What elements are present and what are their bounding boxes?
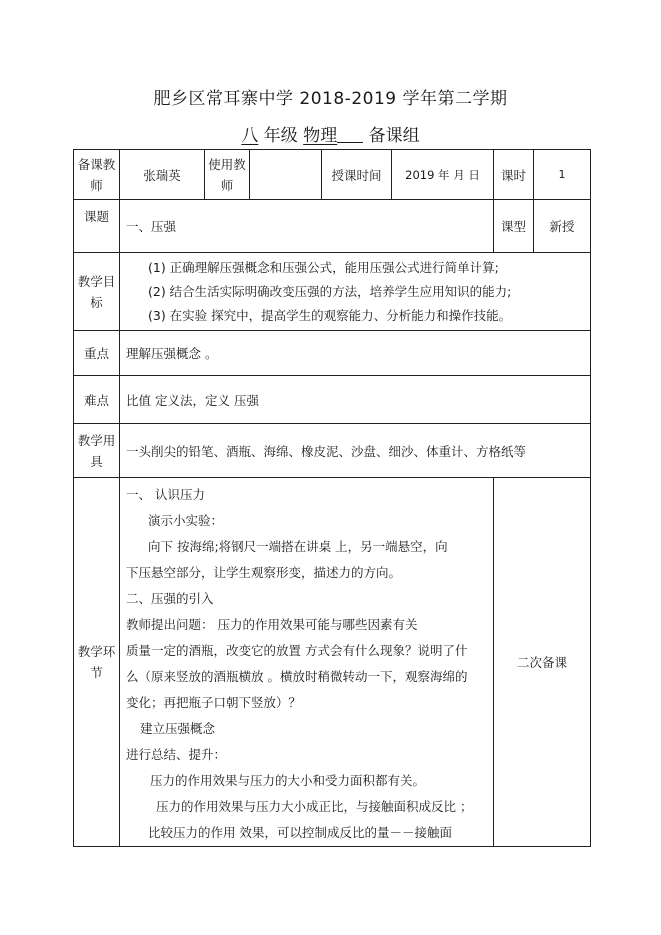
grade-suffix: 年级 (263, 126, 298, 146)
difficulty-value: 比值 定义法，定义 压强 (120, 376, 591, 424)
tools-row (74, 424, 591, 478)
process-line: 教师提出问题： 压力的作用效果可能与哪些因素有关 (126, 617, 418, 632)
type-label: 课型 (494, 200, 534, 253)
hours-label: 课时 (494, 150, 534, 200)
process-line: 压力的作用效果与压力的大小和受力面积都有关。 (150, 773, 426, 788)
type-value: 新授 (534, 200, 591, 253)
topic-label: 课题 (74, 200, 120, 253)
process-line: 压力的作用效果与压力大小成正比，与接触面积成反比 ； (156, 799, 473, 814)
group-label: 备课组 (368, 126, 420, 146)
tools-label: 教学用具 (74, 424, 120, 478)
process-line: 一、 认识压力 (126, 487, 205, 502)
process-line: 比较压力的作用 效果，可以控制成反比的量－－接触面 (148, 825, 452, 840)
topic-row (74, 200, 591, 253)
teacher-label: 备课教师 (74, 150, 120, 200)
user-label: 使用教师 (205, 150, 250, 200)
process-row (74, 478, 591, 847)
topic-value: 一、压强 (120, 200, 494, 253)
teacher-value: 张瑞英 (120, 150, 205, 200)
info-row (74, 150, 591, 200)
process-line: 建立压强概念 (140, 721, 216, 736)
process-line: 二、压强的引入 (126, 591, 214, 606)
process-line: 下压悬空部分，让学生观察形变，描述力的方向。 (126, 565, 402, 580)
process-line: 进行总结、提升： (126, 747, 227, 762)
process-content (120, 478, 494, 847)
process-line: 变化；再把瓶子口朝下竖放）？ (126, 695, 302, 710)
difficulty-row (74, 376, 591, 424)
tools-value: 一头削尖的铅笔、酒瓶、海绵、橡皮泥、沙盘、细沙、体重计、方格纸等 (120, 424, 591, 478)
process-line: 向下 按海绵;将钢尺一端搭在讲桌 上，另一端悬空，向 (148, 539, 448, 554)
goal-item: (3) 在实验 探究中，提高学生的观察能力、分析能力和操作技能。 (148, 307, 512, 323)
goal-item: (1) 正确理解压强概念和压强公式，能用压强公式进行简单计算; (148, 259, 499, 275)
difficulty-label: 难点 (74, 376, 120, 424)
grade-value: 八 (241, 126, 259, 146)
subject-value: 物理 (303, 126, 338, 146)
goals-row (74, 253, 591, 331)
key-point-value: 理解压强概念 。 (120, 331, 591, 376)
lesson-plan-table (73, 149, 591, 847)
user-value (250, 150, 322, 200)
goals-list (120, 253, 591, 331)
process-label: 教学环节 (74, 478, 120, 847)
goals-label: 教学目标 (74, 253, 120, 331)
key-point-row (74, 331, 591, 376)
time-value: 2019 年 月 日 (392, 150, 494, 200)
process-line: 质量一定的酒瓶，改变它的放置 方式会有什么现象？说明了什 (126, 643, 468, 658)
key-point-label: 重点 (74, 331, 120, 376)
process-line: 么（原来竖放的酒瓶横放 。横放时稍微转动一下，观察海绵的 (126, 669, 468, 684)
goal-item: (2) 结合生活实际明确改变压强的方法，培养学生应用知识的能力; (148, 283, 512, 299)
document-subtitle (0, 121, 661, 146)
process-line: 演示小实验： (148, 513, 224, 528)
time-label: 授课时间 (322, 150, 392, 200)
document-title: 肥乡区常耳寨中学 2018-2019 学年第二学期 (153, 89, 508, 109)
hours-value: 1 (534, 150, 591, 200)
second-prep-cell: 二次备课 (494, 478, 591, 847)
subject-blank (337, 127, 363, 143)
